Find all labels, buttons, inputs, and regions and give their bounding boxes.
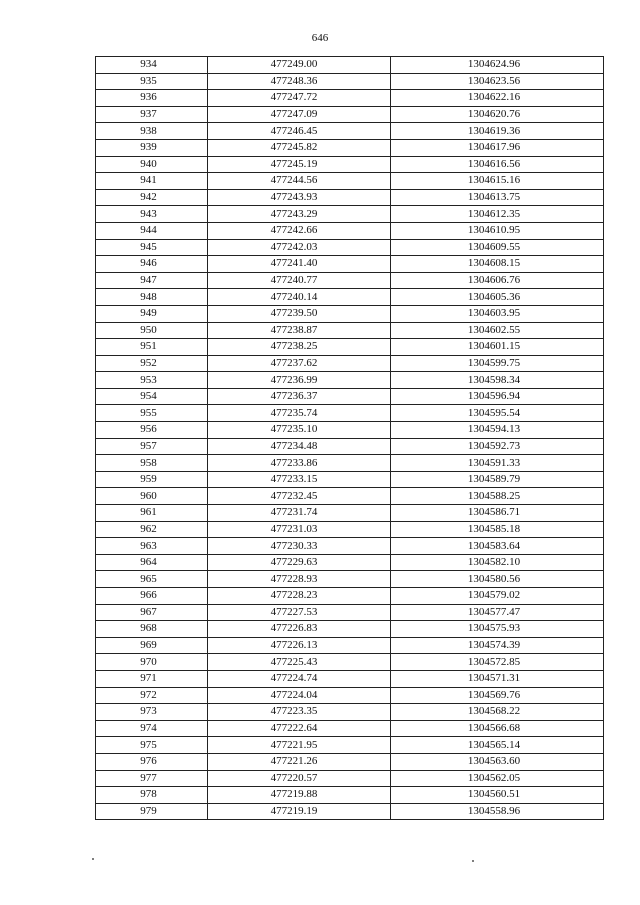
- x-coordinate-cell: 477242.03: [208, 239, 391, 256]
- y-coordinate-cell: 1304615.16: [391, 173, 604, 190]
- point-number-cell: 941: [96, 173, 208, 190]
- y-coordinate-cell: 1304580.56: [391, 571, 604, 588]
- y-coordinate-cell: 1304563.60: [391, 753, 604, 770]
- y-coordinate-cell: 1304586.71: [391, 505, 604, 522]
- table-row: [96, 488, 604, 505]
- table-row: [96, 753, 604, 770]
- y-coordinate-cell: 1304624.96: [391, 57, 604, 74]
- table-row: [96, 720, 604, 737]
- y-coordinate-cell: 1304568.22: [391, 704, 604, 721]
- table-row: [96, 189, 604, 206]
- y-coordinate-cell: 1304602.55: [391, 322, 604, 339]
- y-coordinate-cell: 1304620.76: [391, 106, 604, 123]
- table-row: [96, 787, 604, 804]
- point-number-cell: 959: [96, 471, 208, 488]
- x-coordinate-cell: 477248.36: [208, 73, 391, 90]
- x-coordinate-cell: 477228.23: [208, 588, 391, 605]
- x-coordinate-cell: 477234.48: [208, 438, 391, 455]
- y-coordinate-cell: 1304603.95: [391, 305, 604, 322]
- x-coordinate-cell: 477220.57: [208, 770, 391, 787]
- x-coordinate-cell: 477231.03: [208, 521, 391, 538]
- point-number-cell: 955: [96, 405, 208, 422]
- x-coordinate-cell: 477224.74: [208, 670, 391, 687]
- x-coordinate-cell: 477233.15: [208, 471, 391, 488]
- x-coordinate-cell: 477222.64: [208, 720, 391, 737]
- x-coordinate-cell: 477228.93: [208, 571, 391, 588]
- point-number-cell: 960: [96, 488, 208, 505]
- point-number-cell: 973: [96, 704, 208, 721]
- x-coordinate-cell: 477245.82: [208, 139, 391, 156]
- point-number-cell: 965: [96, 571, 208, 588]
- x-coordinate-cell: 477219.19: [208, 803, 391, 820]
- y-coordinate-cell: 1304592.73: [391, 438, 604, 455]
- point-number-cell: 951: [96, 339, 208, 356]
- x-coordinate-cell: 477240.14: [208, 289, 391, 306]
- point-number-cell: 974: [96, 720, 208, 737]
- point-number-cell: 978: [96, 787, 208, 804]
- table-row: [96, 106, 604, 123]
- table-row: [96, 123, 604, 140]
- table-row: [96, 90, 604, 107]
- table-row: [96, 554, 604, 571]
- x-coordinate-cell: 477223.35: [208, 704, 391, 721]
- point-number-cell: 939: [96, 139, 208, 156]
- point-number-cell: 956: [96, 422, 208, 439]
- table-row: [96, 505, 604, 522]
- x-coordinate-cell: 477225.43: [208, 654, 391, 671]
- x-coordinate-cell: 477227.53: [208, 604, 391, 621]
- table-row: [96, 770, 604, 787]
- y-coordinate-cell: 1304594.13: [391, 422, 604, 439]
- x-coordinate-cell: 477230.33: [208, 538, 391, 555]
- table-row: [96, 355, 604, 372]
- point-number-cell: 977: [96, 770, 208, 787]
- point-number-cell: 948: [96, 289, 208, 306]
- point-number-cell: 953: [96, 372, 208, 389]
- table-row: [96, 422, 604, 439]
- table-row: [96, 305, 604, 322]
- x-coordinate-cell: 477232.45: [208, 488, 391, 505]
- x-coordinate-cell: 477235.74: [208, 405, 391, 422]
- point-number-cell: 937: [96, 106, 208, 123]
- y-coordinate-cell: 1304608.15: [391, 256, 604, 273]
- y-coordinate-cell: 1304613.75: [391, 189, 604, 206]
- table-row: [96, 405, 604, 422]
- y-coordinate-cell: 1304601.15: [391, 339, 604, 356]
- point-number-cell: 969: [96, 637, 208, 654]
- y-coordinate-cell: 1304579.02: [391, 588, 604, 605]
- table-row: [96, 388, 604, 405]
- x-coordinate-cell: 477243.29: [208, 206, 391, 223]
- y-coordinate-cell: 1304575.93: [391, 621, 604, 638]
- x-coordinate-cell: 477221.26: [208, 753, 391, 770]
- x-coordinate-cell: 477229.63: [208, 554, 391, 571]
- y-coordinate-cell: 1304623.56: [391, 73, 604, 90]
- point-number-cell: 935: [96, 73, 208, 90]
- x-coordinate-cell: 477240.77: [208, 272, 391, 289]
- table-row: [96, 156, 604, 173]
- table-row: [96, 687, 604, 704]
- point-number-cell: 976: [96, 753, 208, 770]
- scan-speck-right: [472, 860, 474, 862]
- coordinate-table-container: [95, 56, 603, 820]
- x-coordinate-cell: 477244.56: [208, 173, 391, 190]
- y-coordinate-cell: 1304605.36: [391, 289, 604, 306]
- x-coordinate-cell: 477249.00: [208, 57, 391, 74]
- x-coordinate-cell: 477241.40: [208, 256, 391, 273]
- x-coordinate-cell: 477242.66: [208, 222, 391, 239]
- table-row: [96, 704, 604, 721]
- point-number-cell: 946: [96, 256, 208, 273]
- point-number-cell: 952: [96, 355, 208, 372]
- y-coordinate-cell: 1304558.96: [391, 803, 604, 820]
- y-coordinate-cell: 1304560.51: [391, 787, 604, 804]
- point-number-cell: 964: [96, 554, 208, 571]
- y-coordinate-cell: 1304599.75: [391, 355, 604, 372]
- point-number-cell: 942: [96, 189, 208, 206]
- table-row: [96, 239, 604, 256]
- point-number-cell: 950: [96, 322, 208, 339]
- y-coordinate-cell: 1304616.56: [391, 156, 604, 173]
- table-row: [96, 621, 604, 638]
- table-row: [96, 521, 604, 538]
- table-row: [96, 803, 604, 820]
- y-coordinate-cell: 1304582.10: [391, 554, 604, 571]
- table-row: [96, 339, 604, 356]
- table-row: [96, 654, 604, 671]
- table-row: [96, 670, 604, 687]
- y-coordinate-cell: 1304585.18: [391, 521, 604, 538]
- point-number-cell: 945: [96, 239, 208, 256]
- y-coordinate-cell: 1304612.35: [391, 206, 604, 223]
- table-row: [96, 173, 604, 190]
- point-number-cell: 943: [96, 206, 208, 223]
- table-row: [96, 222, 604, 239]
- point-number-cell: 938: [96, 123, 208, 140]
- y-coordinate-cell: 1304571.31: [391, 670, 604, 687]
- table-row: [96, 256, 604, 273]
- table-row: [96, 372, 604, 389]
- x-coordinate-cell: 477224.04: [208, 687, 391, 704]
- table-row: [96, 272, 604, 289]
- table-row: [96, 57, 604, 74]
- x-coordinate-cell: 477237.62: [208, 355, 391, 372]
- y-coordinate-cell: 1304598.34: [391, 372, 604, 389]
- x-coordinate-cell: 477247.09: [208, 106, 391, 123]
- x-coordinate-cell: 477219.88: [208, 787, 391, 804]
- table-row: [96, 571, 604, 588]
- point-number-cell: 961: [96, 505, 208, 522]
- point-number-cell: 962: [96, 521, 208, 538]
- y-coordinate-cell: 1304574.39: [391, 637, 604, 654]
- page-number: 646: [311, 32, 329, 44]
- point-number-cell: 975: [96, 737, 208, 754]
- y-coordinate-cell: 1304610.95: [391, 222, 604, 239]
- x-coordinate-cell: 477238.87: [208, 322, 391, 339]
- y-coordinate-cell: 1304622.16: [391, 90, 604, 107]
- x-coordinate-cell: 477226.83: [208, 621, 391, 638]
- x-coordinate-cell: 477246.45: [208, 123, 391, 140]
- x-coordinate-cell: 477239.50: [208, 305, 391, 322]
- y-coordinate-cell: 1304596.94: [391, 388, 604, 405]
- x-coordinate-cell: 477236.99: [208, 372, 391, 389]
- y-coordinate-cell: 1304566.68: [391, 720, 604, 737]
- y-coordinate-cell: 1304591.33: [391, 455, 604, 472]
- y-coordinate-cell: 1304572.85: [391, 654, 604, 671]
- y-coordinate-cell: 1304589.79: [391, 471, 604, 488]
- table-row: [96, 73, 604, 90]
- y-coordinate-cell: 1304565.14: [391, 737, 604, 754]
- x-coordinate-cell: 477238.25: [208, 339, 391, 356]
- x-coordinate-cell: 477231.74: [208, 505, 391, 522]
- y-coordinate-cell: 1304619.36: [391, 123, 604, 140]
- table-row: [96, 471, 604, 488]
- x-coordinate-cell: 477245.19: [208, 156, 391, 173]
- scan-speck-left: [92, 858, 94, 860]
- y-coordinate-cell: 1304569.76: [391, 687, 604, 704]
- table-row: [96, 737, 604, 754]
- table-row: [96, 637, 604, 654]
- y-coordinate-cell: 1304617.96: [391, 139, 604, 156]
- x-coordinate-cell: 477233.86: [208, 455, 391, 472]
- table-row: [96, 322, 604, 339]
- point-number-cell: 947: [96, 272, 208, 289]
- point-number-cell: 954: [96, 388, 208, 405]
- table-row: [96, 604, 604, 621]
- y-coordinate-cell: 1304606.76: [391, 272, 604, 289]
- point-number-cell: 940: [96, 156, 208, 173]
- table-row: [96, 588, 604, 605]
- y-coordinate-cell: 1304577.47: [391, 604, 604, 621]
- point-number-cell: 967: [96, 604, 208, 621]
- point-number-cell: 957: [96, 438, 208, 455]
- y-coordinate-cell: 1304595.54: [391, 405, 604, 422]
- point-number-cell: 949: [96, 305, 208, 322]
- point-number-cell: 944: [96, 222, 208, 239]
- x-coordinate-cell: 477235.10: [208, 422, 391, 439]
- point-number-cell: 958: [96, 455, 208, 472]
- point-number-cell: 972: [96, 687, 208, 704]
- point-number-cell: 936: [96, 90, 208, 107]
- table-row: [96, 438, 604, 455]
- x-coordinate-cell: 477221.95: [208, 737, 391, 754]
- point-number-cell: 966: [96, 588, 208, 605]
- point-number-cell: 934: [96, 57, 208, 74]
- y-coordinate-cell: 1304583.64: [391, 538, 604, 555]
- y-coordinate-cell: 1304562.05: [391, 770, 604, 787]
- point-number-cell: 968: [96, 621, 208, 638]
- x-coordinate-cell: 477247.72: [208, 90, 391, 107]
- table-row: [96, 289, 604, 306]
- coordinate-table-body: [96, 57, 604, 820]
- table-row: [96, 538, 604, 555]
- x-coordinate-cell: 477236.37: [208, 388, 391, 405]
- coordinate-table: [95, 56, 604, 820]
- point-number-cell: 971: [96, 670, 208, 687]
- y-coordinate-cell: 1304609.55: [391, 239, 604, 256]
- point-number-cell: 970: [96, 654, 208, 671]
- x-coordinate-cell: 477226.13: [208, 637, 391, 654]
- y-coordinate-cell: 1304588.25: [391, 488, 604, 505]
- table-row: [96, 206, 604, 223]
- table-row: [96, 455, 604, 472]
- table-row: [96, 139, 604, 156]
- x-coordinate-cell: 477243.93: [208, 189, 391, 206]
- point-number-cell: 979: [96, 803, 208, 820]
- point-number-cell: 963: [96, 538, 208, 555]
